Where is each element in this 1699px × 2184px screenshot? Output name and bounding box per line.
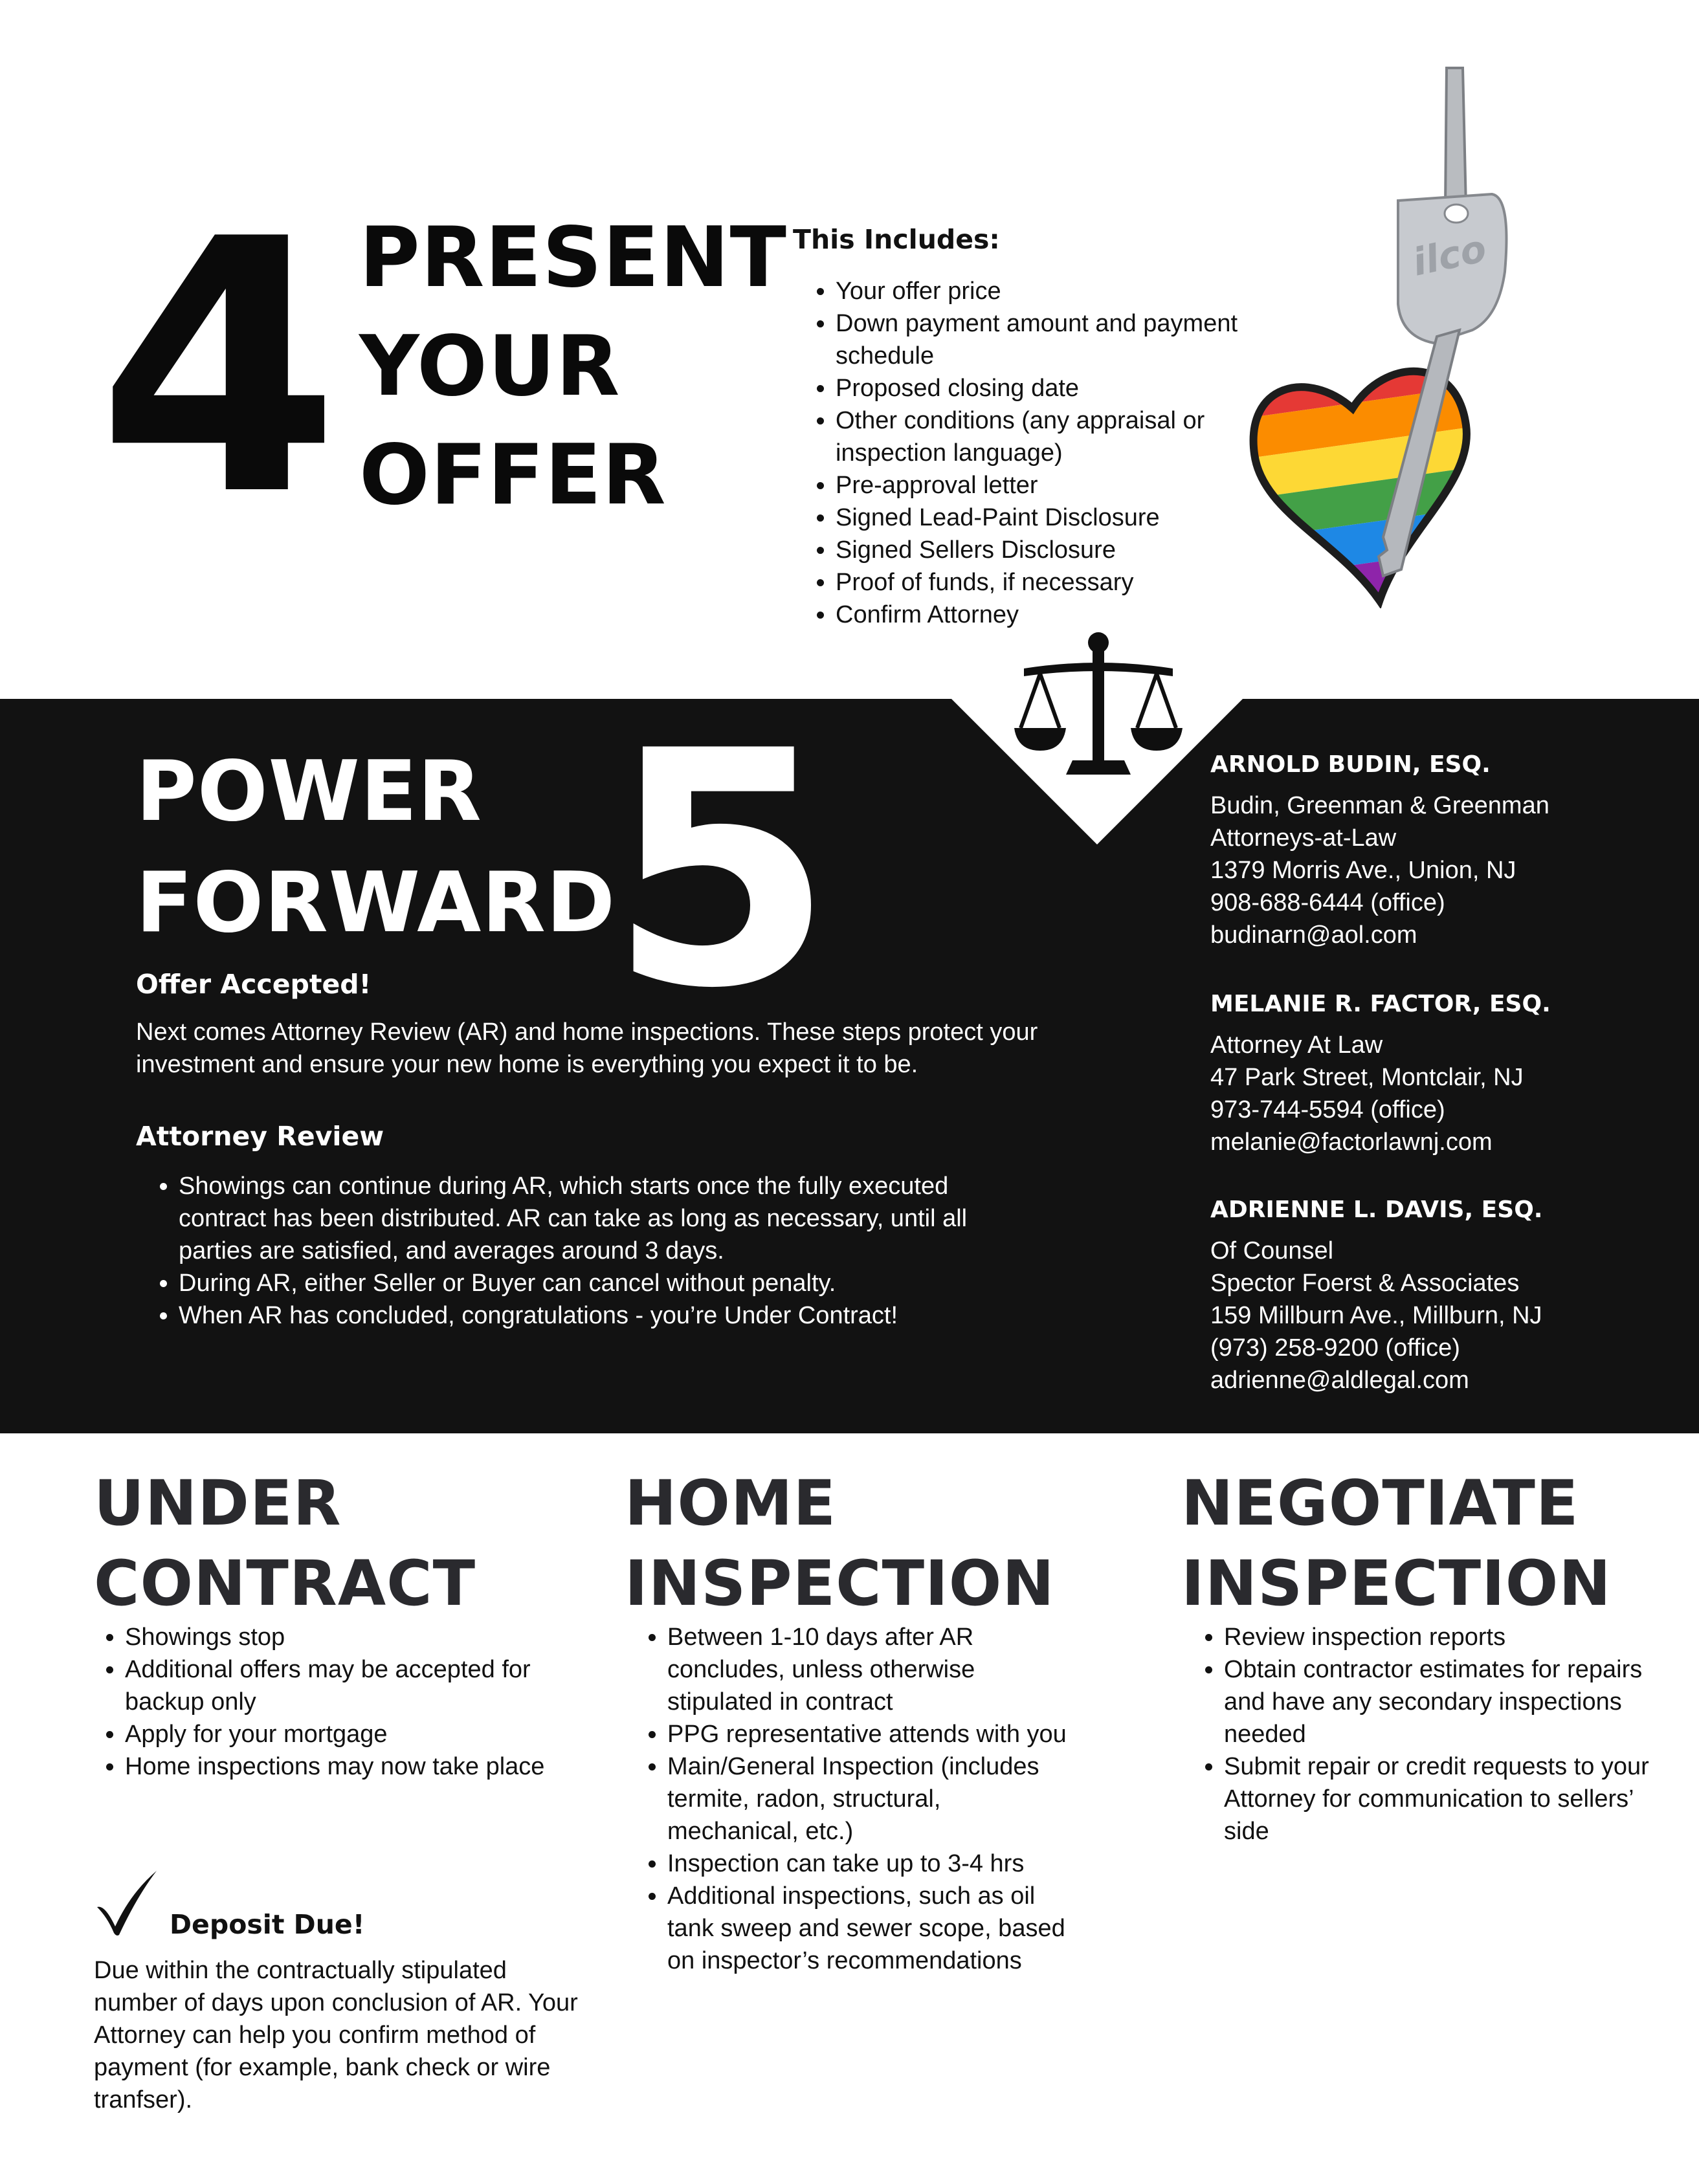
list-item: • Signed Sellers Disclosure xyxy=(836,534,1285,566)
list-item: • Submit repair or credit requests to your Attorney for communication to sellers’ side xyxy=(1224,1750,1660,1848)
attorney-line: Of Counsel xyxy=(1210,1237,1334,1264)
title-line: NEGOTIATE xyxy=(1181,1467,1579,1539)
list-item: • Additional offers may be accepted for backup only xyxy=(125,1653,547,1718)
step-5-title-line: FORWARD xyxy=(136,855,616,951)
list-item: • Pre-approval letter xyxy=(836,469,1285,502)
step-4-title-line: PRESENT xyxy=(359,210,787,306)
list-item: • Apply for your mortgage xyxy=(125,1718,547,1750)
list-item: • Additional inspections, such as oil tank sweep and sewer scope, based on inspector’s recommendations xyxy=(667,1880,1078,1977)
includes-heading: This Includes: xyxy=(793,224,1000,255)
under-contract-list xyxy=(94,1621,547,1783)
negotiate-inspection-title xyxy=(1181,1467,1612,1633)
step-4-number: 4 xyxy=(97,166,328,572)
title-line: INSPECTION xyxy=(625,1547,1055,1620)
list-item: • Your offer price xyxy=(836,275,1285,307)
title-line: INSPECTION xyxy=(1181,1547,1612,1620)
attorney-line: Attorney At Law xyxy=(1210,1031,1383,1059)
attorney-phone: 973-744-5594 (office) xyxy=(1210,1096,1445,1123)
deposit-due-heading: Deposit Due! xyxy=(170,1909,365,1940)
attorney-line: Attorneys-at-Law xyxy=(1210,824,1397,852)
scales-of-justice-icon xyxy=(1011,631,1186,786)
key-brand-text: ilco xyxy=(1408,226,1491,285)
checkmark-icon xyxy=(92,1867,163,1938)
step-5-number: 5 xyxy=(608,682,827,1059)
list-item: • PPG representative attends with you xyxy=(667,1718,1078,1750)
list-item: • During AR, either Seller or Buyer can cancel without penalty. xyxy=(179,1267,1029,1299)
step-4-title xyxy=(359,210,787,543)
list-item: • When AR has concluded, congratulations - you’re Under Contract! xyxy=(179,1299,1029,1332)
list-item: • Showings can continue during AR, which starts once the fully executed contract has been distributed. AR can take as long as necessary, until all parties are satisfied, and averages around 3 days. xyxy=(179,1170,1029,1267)
list-item: • Signed Lead-Paint Disclosure xyxy=(836,502,1285,534)
list-item: • Main/General Inspection (includes termite, radon, structural, mechanical, etc.) xyxy=(667,1750,1078,1848)
attorney-line: Spector Foerst & Associates xyxy=(1210,1270,1520,1297)
title-line: UNDER xyxy=(94,1467,342,1539)
title-line: CONTRACT xyxy=(94,1547,476,1620)
attorney-contact-card xyxy=(1210,751,1676,951)
deposit-due-text: Due within the contractually stipulated number of days upon conclusion of AR. Your Attorney can help you confirm method of payment (for example, bank check or wire tranfser). xyxy=(94,1957,578,2113)
list-item: • Inspection can take up to 3-4 hrs xyxy=(667,1848,1078,1880)
attorney-email[interactable]: melanie@factorlawnj.com xyxy=(1210,1129,1493,1156)
attorney-line: 159 Millburn Ave., Millburn, NJ xyxy=(1210,1302,1542,1329)
list-item: • Showings stop xyxy=(125,1621,547,1653)
list-item: • Review inspection reports xyxy=(1224,1621,1660,1653)
offer-accepted-heading: Offer Accepted! xyxy=(136,969,372,1000)
home-inspection-list xyxy=(625,1621,1078,1977)
attorney-phone: (973) 258-9200 (office) xyxy=(1210,1334,1460,1362)
attorney-review-list xyxy=(136,1170,1029,1332)
step-5-title xyxy=(136,744,616,973)
attorney-phone: 908-688-6444 (office) xyxy=(1210,889,1445,916)
list-item: • Proof of funds, if necessary xyxy=(836,566,1285,599)
step-4-title-line: YOUR xyxy=(359,318,621,415)
attorney-line: Budin, Greenman & Greenman xyxy=(1210,792,1549,819)
list-item: • Obtain contractor estimates for repairs and have any secondary inspections needed xyxy=(1224,1653,1660,1750)
list-item: • Home inspections may now take place xyxy=(125,1750,547,1783)
list-item: • Down payment amount and payment schedule xyxy=(836,307,1285,372)
includes-list xyxy=(793,275,1285,631)
attorney-contact-card xyxy=(1210,990,1676,1158)
title-line: HOME xyxy=(625,1467,837,1539)
attorney-line: 47 Park Street, Montclair, NJ xyxy=(1210,1064,1524,1091)
attorney-email[interactable]: budinarn@aol.com xyxy=(1210,921,1417,949)
attorney-name: ADRIENNE L. DAVIS, ESQ. xyxy=(1210,1197,1543,1223)
key-with-rainbow-heart-image xyxy=(1239,58,1550,608)
step-4-title-line: OFFER xyxy=(359,427,667,524)
list-item: • Confirm Attorney xyxy=(836,599,1285,631)
attorney-email[interactable]: adrienne@aldlegal.com xyxy=(1210,1367,1469,1394)
attorney-name: MELANIE R. FACTOR, ESQ. xyxy=(1210,991,1551,1017)
offer-accepted-text: Next comes Attorney Review (AR) and home inspections. These steps protect your investment and ensure your new home is everything you expect it to be. xyxy=(136,1019,1038,1078)
negotiate-inspection-list xyxy=(1181,1621,1660,1848)
list-item: • Between 1-10 days after AR concludes, unless otherwise stipulated in contract xyxy=(667,1621,1078,1718)
under-contract-title xyxy=(94,1467,476,1633)
list-item: • Proposed closing date xyxy=(836,372,1285,404)
attorney-line: 1379 Morris Ave., Union, NJ xyxy=(1210,857,1516,884)
attorney-contact-card xyxy=(1210,1196,1676,1396)
list-item: • Other conditions (any appraisal or inspection language) xyxy=(836,404,1285,469)
attorney-name: ARNOLD BUDIN, ESQ. xyxy=(1210,751,1491,778)
home-inspection-title xyxy=(625,1467,1055,1633)
attorney-review-heading: Attorney Review xyxy=(136,1121,384,1152)
step-5-title-line: POWER xyxy=(136,744,482,840)
